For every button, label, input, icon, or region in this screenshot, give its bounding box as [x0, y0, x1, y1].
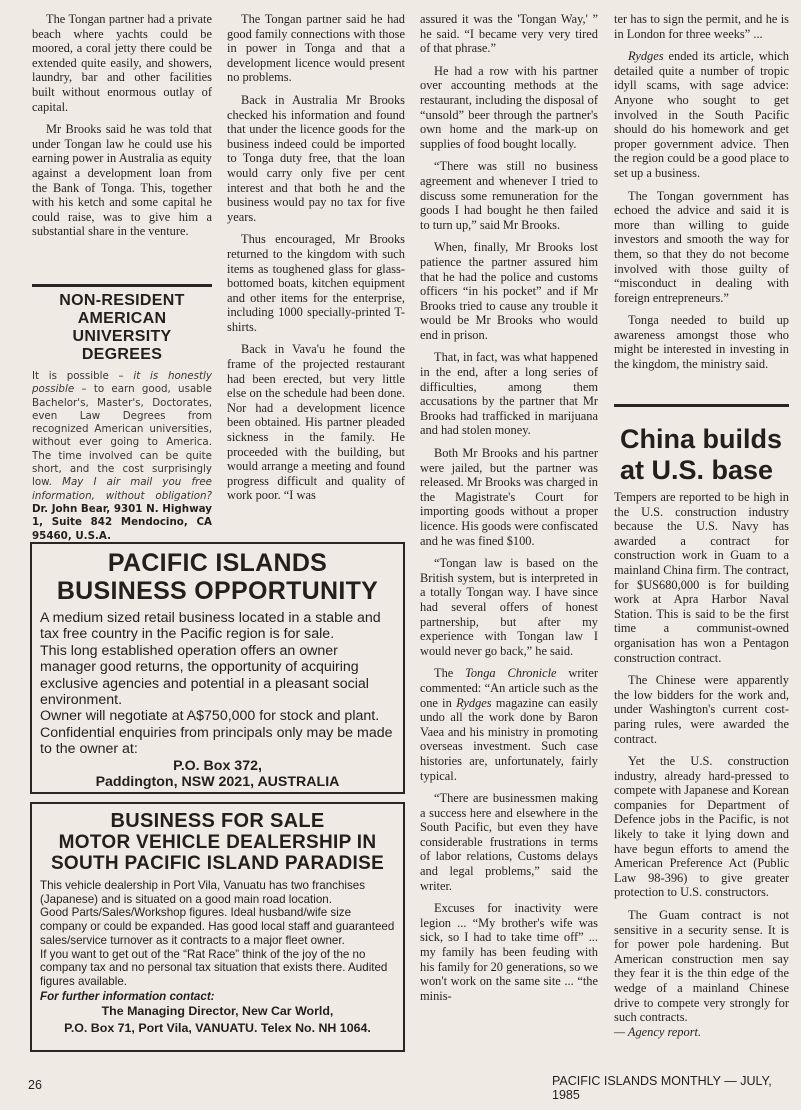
paragraph: Yet the U.S. construction industry, already hard-pressed to compete with Japanese and Korean companies for Department of Defence jobs in the Pacific, is not likely to take it lying down and have begun efforts to amend the American Preference Act (Public Law 98-396) to give greater protection to U.S. constructors.	[614, 754, 789, 900]
paragraph: The Guam contract is not sensitive in a security sense. It is for power pole hardening. But American construction men say they fear it is the thin edge of the wedge of a mainland Chinese drive to compete very strongly for such contracts.	[614, 908, 789, 1025]
paragraph: The Tonga Chronicle writer commented: “An article such as the one in Rydges magazine can easily undo all the work done by Baron Vaea and his ministry in promoting overseas investment. Such case histories are, unfortunately, fairly typical.	[420, 666, 598, 783]
section-divider	[32, 284, 212, 287]
ad-contact-heading: For further information contact:	[40, 989, 215, 1003]
running-head: PACIFIC ISLANDS MONTHLY — JULY, 1985	[552, 1074, 772, 1102]
ad-title: MOTOR VEHICLE DEALERSHIP IN	[58, 832, 377, 853]
paragraph: Tonga needed to build up awareness amongst those who might be interested in investing in the kingdom, the ministry said.	[614, 313, 789, 372]
ad-title: BUSINESS OPPORTUNITY	[56, 577, 379, 605]
paragraph: He had a row with his partner over accounting methods at the restaurant, including the disposal of “unsold” beer through the partner's own home and the mark-up on supplies of food bought locally.	[420, 63, 598, 151]
ad-title: PACIFIC ISLANDS	[107, 549, 328, 577]
paragraph: Back in Australia Mr Brooks checked his information and found that under the licence goods for the business indeed could be imported to Tonga duty free, that the loan would carry only five per cent interest and that both he and the business would pay no tax for five years.	[227, 92, 405, 224]
ad-contact-address: P.O. Box 71, Port Vila, VANUATU. Telex No. NH 1064.	[64, 1021, 371, 1036]
ad-address: Paddington, NSW 2021, AUSTRALIA	[95, 774, 340, 791]
paragraph: assured it was the 'Tongan Way,' ” he said. “I became very very tired of that phrase.”	[420, 12, 598, 56]
ad-title: NON-RESIDENT AMERICAN UNIVERSITY DEGREES	[59, 292, 185, 363]
china-article	[614, 424, 789, 500]
dealership-ad	[30, 802, 405, 1052]
paragraph: “There was still no business agreement and whenever I tried to discuss some remuneration for the goods I had bought he then failed to turn up,” said Mr Brooks.	[420, 159, 598, 232]
ad-paragraph: Good Parts/Sales/Workshop figures. Ideal husband/wife size company or could be expanded. Has good local staff and guaranteed sales/service turnover as it contracts to a major fleet owner.	[40, 906, 395, 947]
article-credit: — Agency report.	[614, 1024, 702, 1039]
ad-paragraph: Confidential enquiries from principals only may be made to the owner at:	[40, 724, 393, 758]
article-headline: China builds	[620, 424, 782, 454]
business-opportunity-ad	[30, 542, 405, 794]
article-column-4	[614, 12, 789, 380]
paragraph: ter has to sign the permit, and he is in London for three weeks” ...	[614, 12, 789, 41]
ad-title: BUSINESS FOR SALE	[110, 810, 325, 832]
paragraph: The Tongan partner had a private beach where yachts could be moored, a coral jetty there could be extended quite easily, and showers, laundry, bar and other facilities built without enormous outlay of capital.	[32, 12, 212, 114]
ad-body: It is possible – it is honestly possible – to earn good, usable Bachelor's, Master's, Doctorates, even Law Degrees from recognized American universities, without ever going to America. The time involved can be quite short, and the cost surprisingly low. May I air mail you free information, without obligation? Dr. John Bear, 9301 N. Highway 1, Suite 842 Mendocino, CA 95460, U.S.A.	[32, 370, 212, 542]
ad-title: SOUTH PACIFIC ISLAND PARADISE	[50, 853, 385, 874]
paragraph: The Tongan government has echoed the advice and said it is more than willing to guide investors and smooth the way for them, so that they do not become involved with those guilty of “misconduct in dealing with foreign entrepreneurs.”	[614, 188, 789, 305]
paragraph: Both Mr Brooks and his partner were jailed, but the partner was released. Mr Brooks was charged in the Magistrate's Court for importing goods without a proper licence. His goods were confiscated and he was fined $100.	[420, 446, 599, 548]
ad-contact-name: The Managing Director, New Car World,	[101, 1004, 334, 1019]
paragraph: Rydges ended its article, which detailed quite a number of tropic idyll scams, with sage advice: Anyone who sought to get involved in the South Pacific should do his homework and get proper government advice. Then the region could be a good place to set up a business.	[614, 49, 789, 180]
university-degrees-ad	[32, 292, 212, 543]
ad-paragraph: A medium sized retail business located in a stable and tax free country in the Pacific region is for sale.	[40, 610, 381, 643]
article-column-2	[227, 12, 405, 511]
article-column-1	[32, 12, 212, 247]
paragraph: Mr Brooks said he was told that under Tongan law he could use his earning power in Australia as equity against a development loan from the Bank of Tonga. This, together with his ketch and some capital he could raise, was to give him a substantial share in the venture.	[32, 122, 212, 239]
paragraph: “Tongan law is based on the British system, but is interpreted in a totally Tongan way. I have since had several offers of honest partnership, but after my experience with Tongan law I would never go back,” he said.	[420, 556, 598, 658]
paragraph: Back in Vava'u he found the frame of the projected restaurant had been erected, but very little else on the schedule had been done. Nor had a development licence been obtained. His partner pleaded sickness in the family. He proceeded with the building, but would arrange a meeting and found progress difficult and quality of work poor. “I was	[227, 342, 405, 503]
paragraph: That, in fact, was what happened in the end, after a long series of difficulties, among them accusations by the partner that Mr Brooks had trafficked in marijuana and had stolen money.	[420, 350, 598, 438]
page-number: 26	[28, 1078, 42, 1092]
ad-paragraph: Owner will negotiate at A$750,000 for stock and plant.	[40, 708, 380, 725]
article-column-3	[420, 12, 598, 1011]
paragraph: “There are businessmen making a success here and elsewhere in the South Pacific, but even they have considerable frustrations in terms of labor relations, Customs delays and legal problems,” said the writer.	[420, 791, 598, 893]
china-article-body	[614, 490, 789, 1047]
ad-paragraph: This long established operation offers an owner manager good returns, the opportunity of acquiring exclusive agencies and potential in a pleasant social environment.	[40, 642, 369, 709]
section-divider	[614, 404, 789, 407]
ad-address: P.O. Box 372,	[173, 757, 262, 774]
paragraph: Thus encouraged, Mr Brooks returned to the kingdom with such items as toughened glass for glass-bottomed boats, kitchen equipment and other items for the enterprise, including 1000 specially-printed T-shirts.	[227, 232, 405, 334]
paragraph: The Tongan partner said he had good family connections with those in power in Tonga and that a development licence would present no problems.	[227, 12, 405, 85]
paragraph: The Chinese were apparently the low bidders for the work and, under Washington's current cost-paring rules, were awarded the contract.	[614, 673, 789, 746]
ad-paragraph: This vehicle dealership in Port Vila, Vanuatu has two franchises (Japanese) and is situated on a good main road location.	[40, 879, 366, 906]
article-headline: at U.S. base	[620, 455, 774, 485]
ad-paragraph: If you want to get out of the “Rat Race” think of the joy of the no company tax and no personal tax situation that exists there. Audited figures available.	[40, 947, 388, 988]
paragraph: Excuses for inactivity were legion ... “My brother's wife was sick, so I had to take time off” ... my family has been feuding with his family for 20 generations, so we won't work on the same site ... “the minis-	[420, 901, 598, 1003]
paragraph: When, finally, Mr Brooks lost patience the partner assured him that he had the police and customs officers “in his pocket” and if Mr Brooks tried to cause any trouble it would be Mr Brooks who would end in prison.	[420, 240, 598, 342]
paragraph: Tempers are reported to be high in the U.S. construction industry because the U.S. Navy has awarded a contract for construction work in Guam to a mainland China firm. The contract, for $US680,000 is for building work at Apra Harbor Naval Station. This is said to be the first time a communist-owned organisation has won a Pentagon construction contract.	[614, 490, 789, 665]
